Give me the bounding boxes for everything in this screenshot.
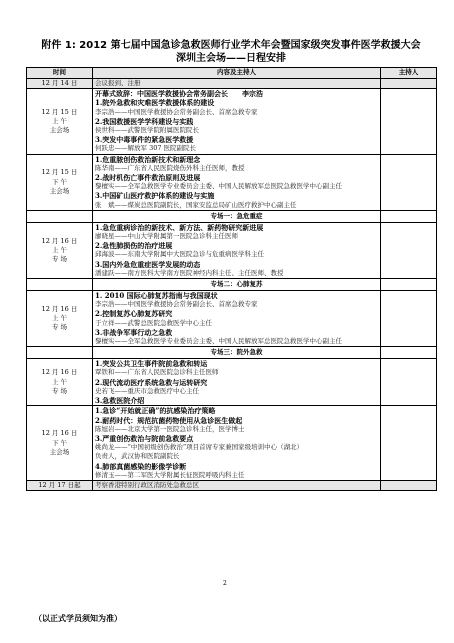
time-text: 主会场 <box>49 126 70 135</box>
speaker-info: 修清玉——第二军医大学附属长征医院呼吸内科主任 <box>95 470 245 479</box>
session-title: 专场三：院外急救 <box>93 347 381 359</box>
speaker-info: 何跃忠——解放军 307 医院副院长 <box>95 144 197 153</box>
host-cell <box>381 222 437 278</box>
table-row <box>27 406 437 481</box>
talk-title: 1.突发公共卫生事件院前急救和转运 <box>95 359 208 369</box>
schedule-body <box>27 79 437 491</box>
time-text: 专 场 <box>51 255 68 264</box>
header-host: 主持人 <box>381 68 437 79</box>
host-cell <box>381 279 437 291</box>
talk-title: 3.急救医院介绍 <box>95 396 145 406</box>
host-cell <box>381 347 437 359</box>
table-row <box>27 480 437 490</box>
time-text: 专 场 <box>51 323 68 332</box>
time-text: 12 月 16 日 <box>41 368 78 377</box>
time-text: 12 月 15 日 <box>41 168 78 177</box>
session-title: 专场一：急危重症 <box>93 210 381 222</box>
host-cell <box>381 406 437 481</box>
footer-note: （以正式学员须知为准） <box>34 614 122 623</box>
time-text: 12 月 17 日起 <box>38 480 81 489</box>
content-cell <box>93 89 381 154</box>
host-cell <box>381 480 437 490</box>
time-cell <box>27 279 93 291</box>
talk-title: 4.肺部真菌感染的影像学诊断 <box>95 461 187 471</box>
document-subtitle: 深圳主会场——日程安排 <box>176 53 286 64</box>
time-text: 上 午 <box>51 377 68 386</box>
table-row <box>27 359 437 406</box>
talk-title: 1.危重脓创伤救治新技术和新理念 <box>95 154 201 164</box>
speaker-info: 覃铁和——广东省人民医院急诊科主任医师 <box>95 368 219 377</box>
table-row <box>27 89 437 154</box>
speaker-info: 会议报到、注册 <box>95 79 141 87</box>
time-cell <box>27 347 93 359</box>
speaker-info: 侯世科——武警医学院附属医院院长 <box>95 126 199 135</box>
time-cell <box>27 154 93 210</box>
schedule-table <box>26 67 437 491</box>
host-cell <box>381 359 437 406</box>
talk-title: 3.国内外急危重症医学发展的动态 <box>95 259 201 269</box>
time-text: 主会场 <box>49 186 70 195</box>
time-cell <box>27 480 93 490</box>
header-time: 时间 <box>27 68 93 79</box>
speaker-info: 史若飞——重庆市急救医疗中心主任 <box>95 386 199 395</box>
header-content: 内容及主持人 <box>93 68 381 79</box>
content-cell <box>93 406 381 481</box>
speaker-info: 李宗浩——中国医学救援协会常务副会长、首席急救专家 <box>95 300 258 309</box>
speaker-info: 李宗浩——中国医学救援协会常务副会长、首席急救专家 <box>95 107 258 116</box>
content-cell <box>93 79 381 89</box>
talk-title: 开幕式致辞：中国医学救援协会常务副会长 李宗浩 <box>95 89 263 99</box>
talk-title: 3.非战争军事行动之急救 <box>95 327 173 337</box>
talk-title: 1. 2010 国际心肺复苏指南与我国现状 <box>95 291 218 301</box>
time-text: 12 月 15 日 <box>41 107 78 116</box>
speaker-info: 黎檀实——全军急救医学专业委员会主委、中国人民解放军总医院急救医学中心副主任 <box>95 337 342 346</box>
time-text: 上 午 <box>51 314 68 323</box>
speaker-info: 潘建跃——南方医科大学南方医院神经内科主任、主任医师、教授 <box>95 268 284 277</box>
time-cell <box>27 359 93 406</box>
table-row <box>27 291 437 347</box>
session-header-row <box>27 279 437 291</box>
time-cell <box>27 406 93 481</box>
talk-title: 3.突发中毒事件的紧急医学救援 <box>95 135 194 145</box>
time-text: 上 午 <box>51 116 68 125</box>
time-text: 主会场 <box>49 447 70 456</box>
speaker-info: 于立祥——武警总医院急救医学中心主任 <box>95 318 212 327</box>
table-header-row <box>27 68 437 79</box>
speaker-info: 考察香港特别行政区消防处急救总区 <box>95 480 199 489</box>
speaker-info: 邱海波——东南大学附属中大医院急诊与危重病医学科主任 <box>95 250 264 259</box>
table-row <box>27 222 437 278</box>
host-cell <box>381 210 437 222</box>
content-cell <box>93 291 381 347</box>
talk-title: 2.急性肺损伤的治疗进展 <box>95 241 173 251</box>
time-text: 上 午 <box>51 245 68 254</box>
speaker-info: 陈华南——广东省人民医院烧伤外科主任医师，教授 <box>95 163 245 172</box>
talk-title: 2.我国救援医学学科建设与实践 <box>95 116 194 126</box>
content-cell <box>93 480 381 490</box>
time-text: 专 场 <box>51 386 68 395</box>
time-cell <box>27 210 93 222</box>
time-cell <box>27 89 93 154</box>
speaker-info: 张 斌——煤炭总医院副院长，国家安监总局矿山医疗救护中心副主任 <box>95 200 297 209</box>
talk-title: 3.中国矿山医疗救护体系的建设与实施 <box>95 191 215 201</box>
talk-title: 1.急诊“开始就正确”的抗感染治疗策略 <box>95 406 216 416</box>
talk-title: 1.急危重病诊治的新技术、新方法、新药物研究新进展 <box>95 222 264 232</box>
time-text: 12 月 16 日 <box>41 429 78 438</box>
time-text: 下 午 <box>51 438 68 447</box>
speaker-info: 姚尚龙——“中国初级创伤救治”项目首席专家兼国家级培训中心（湖北） <box>95 443 304 452</box>
speaker-info: 陈旭岩——北京大学第一医院急诊科主任，医学博士 <box>95 424 245 433</box>
session-header-row <box>27 347 437 359</box>
table-row <box>27 154 437 210</box>
time-cell <box>27 291 93 347</box>
talk-title: 2.耐药时代：规范抗菌药物使用从急诊医生做起 <box>95 415 243 425</box>
host-cell <box>381 79 437 89</box>
time-cell <box>27 79 93 89</box>
speaker-info: 负责人，武汉协和医院副院长 <box>95 452 180 461</box>
talk-title: 1.院外急救和灾难医学救援体系的建设 <box>95 98 215 108</box>
session-title: 专场二：心肺复苏 <box>93 279 381 291</box>
content-cell <box>93 222 381 278</box>
document-title: 附件 1: 2012 第七届中国急诊急救医师行业学术年会暨国家级突发事件医学救援大会 <box>41 40 421 51</box>
talk-title: 2.战时机伤亡事件救治原则及进展 <box>95 173 201 183</box>
time-text: 下 午 <box>51 177 68 186</box>
table-row <box>27 79 437 89</box>
talk-title: 2.现代流动医疗系统急救与运转研究 <box>95 377 208 387</box>
page-number: 2 <box>223 580 227 587</box>
host-cell <box>381 154 437 210</box>
time-text: 12 月 16 日 <box>41 236 78 245</box>
speaker-info: 廖晓星——中山大学附属第一医院急诊科主任医师 <box>95 232 238 241</box>
session-header-row <box>27 210 437 222</box>
speaker-info: 黎檀实——全军急救医学专业委员会主委、中国人民解放军总医院急救医学中心副主任 <box>95 182 342 191</box>
time-cell <box>27 222 93 278</box>
content-cell <box>93 154 381 210</box>
talk-title: 3.严重创伤救治与院前急救要点 <box>95 433 194 443</box>
host-cell <box>381 291 437 347</box>
content-cell <box>93 359 381 406</box>
time-text: 12 月 14 日 <box>41 79 78 87</box>
time-text: 12 月 16 日 <box>41 304 78 313</box>
host-cell <box>381 89 437 154</box>
talk-title: 2.控制复苏心肺复苏研究 <box>95 309 173 319</box>
